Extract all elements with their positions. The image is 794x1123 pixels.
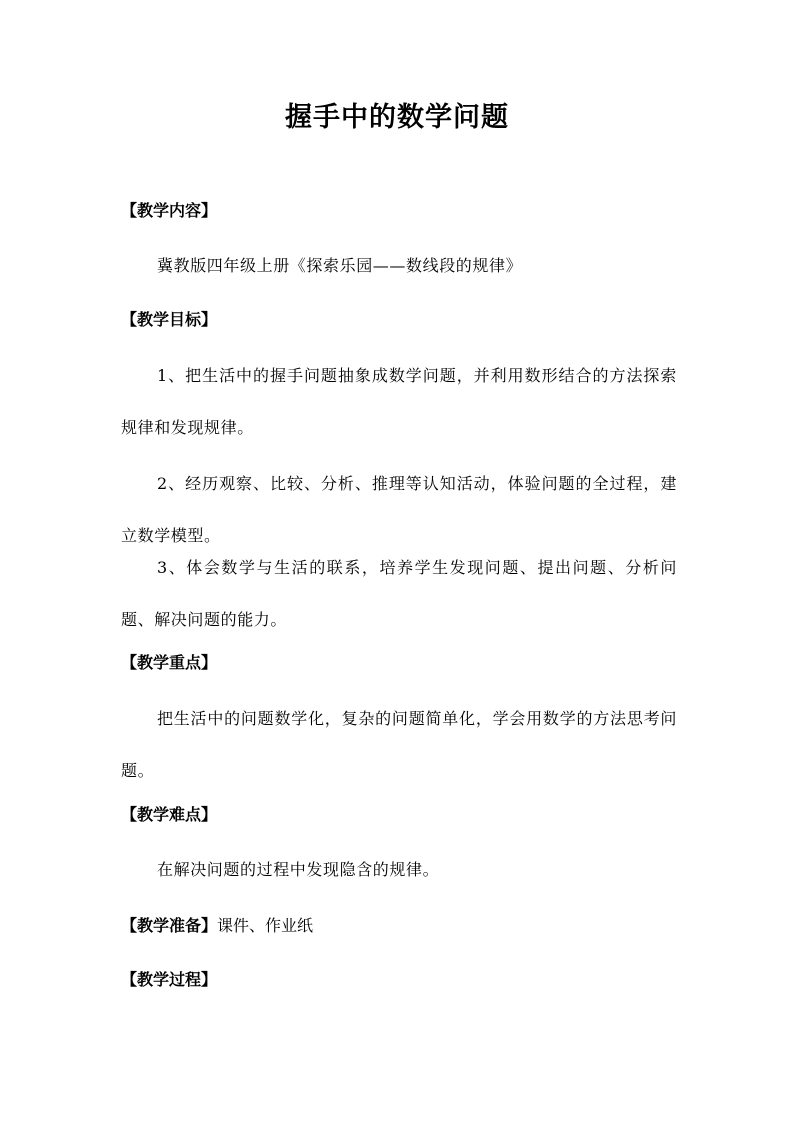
- objective-item-3: 3、体会数学与生活的联系，培养学生发现问题、提出问题、分析问题、解决问题的能力。: [121, 558, 677, 629]
- document-title: 握手中的数学问题: [285, 102, 509, 133]
- section-heading-process: 【教学过程】: [121, 970, 218, 989]
- section-heading-content: 【教学内容】: [121, 201, 218, 220]
- section-heading-difficulties: 【教学难点】: [121, 805, 218, 824]
- section-body-keypoints: 把生活中的问题数学化，复杂的问题简单化，学会用数学的方法思考问题。: [121, 709, 677, 780]
- section-preparation: [121, 914, 313, 938]
- section-heading-preparation: 【教学准备】: [121, 916, 218, 935]
- section-heading-keypoints: 【教学重点】: [121, 653, 218, 672]
- objective-item-1: 1、把生活中的握手问题抽象成数学问题，并利用数形结合的方法探索规律和发现规律。: [121, 366, 677, 437]
- section-body-difficulties: 在解决问题的过程中发现隐含的规律。: [157, 860, 440, 879]
- section-body-preparation: 课件、作业纸: [217, 916, 314, 935]
- section-body-content: 冀教版四年级上册《探索乐园——数线段的规律》: [157, 256, 523, 275]
- objective-item-2: 2、经历观察、比较、分析、推理等认知活动，体验问题的全过程，建立数学模型。: [121, 474, 677, 545]
- section-heading-objectives: 【教学目标】: [121, 310, 218, 329]
